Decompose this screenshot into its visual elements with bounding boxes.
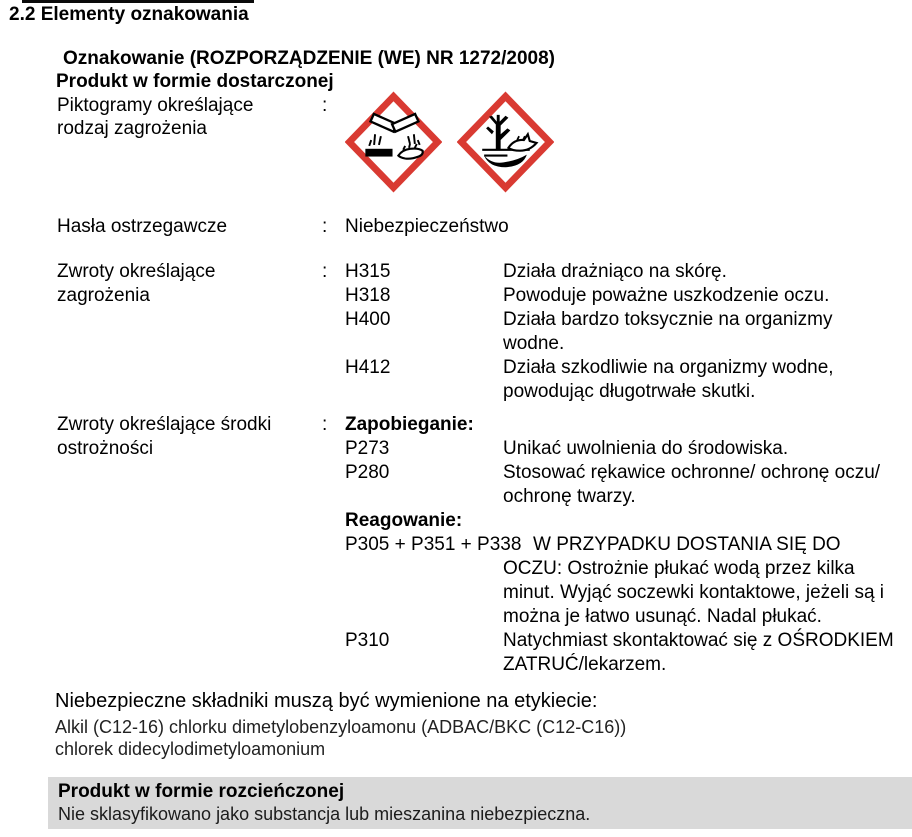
hazard-code: H318	[345, 285, 391, 306]
precaution-code: P280	[345, 462, 390, 483]
pictograms-label	[57, 94, 322, 140]
precaution-label-line1: Zwroty określające środki	[57, 414, 272, 435]
hazardous-components-list	[55, 716, 626, 760]
precaution-text-line: ZATRUĆ/lekarzem.	[503, 654, 667, 675]
prevention-heading: Zapobieganie:	[345, 414, 474, 435]
hazard-text-line: Działa szkodliwie na organizmy wodne,	[503, 357, 834, 378]
ghs09-environment-pictogram-icon	[457, 90, 554, 194]
product-supplied-form-title: Produkt w formie dostarczonej	[56, 71, 334, 92]
precautionary-statements-label	[57, 413, 322, 461]
hazard-label-line1: Zwroty określające	[57, 261, 216, 282]
clipped-previous-line-artifact	[22, 0, 254, 3]
signal-word-row	[57, 215, 905, 239]
hazard-statements-label	[57, 260, 322, 308]
precaution-code: P310	[345, 630, 390, 651]
precaution-text-line: ochronę twarzy.	[503, 486, 636, 507]
hazardous-components-heading: Niebezpieczne składniki muszą być wymienione na etykiecie:	[55, 690, 598, 712]
hazard-statements-block	[57, 260, 905, 404]
hazard-label-line2: zagrożenia	[57, 285, 150, 306]
colon: :	[322, 216, 328, 237]
precaution-row	[345, 437, 905, 461]
precaution-label-line2: ostrożności	[57, 438, 154, 459]
diluted-product-title: Produkt w formie rozcieńczonej	[58, 781, 345, 802]
precaution-text-line: W PRZYPADKU DOSTANIA SIĘ DO	[533, 534, 841, 555]
hazard-code: H412	[345, 357, 391, 378]
hazard-text-line: Powoduje poważne uszkodzenie oczu.	[503, 285, 830, 306]
colon: :	[322, 414, 328, 435]
precaution-text-line: można je łatwo usunąć. Nadal płukać.	[503, 606, 822, 627]
component-item: chlorek didecylodimetyloamonium	[55, 739, 326, 759]
hazard-statements-list	[345, 260, 905, 404]
precautionary-statements-block	[57, 413, 905, 677]
diluted-product-section	[48, 777, 912, 829]
hazard-text-line: wodne.	[503, 333, 565, 354]
precaution-text-line: Unikać uwolnienia do środowiska.	[503, 438, 789, 459]
precaution-text-line: minut. Wyjąć soczewki kontaktowe, jeżeli są i	[503, 582, 885, 603]
colon: :	[322, 261, 328, 282]
hazard-statement-row	[345, 308, 905, 356]
precaution-row	[345, 461, 905, 509]
hazard-text-line: Działa bardzo toksycznie na organizmy	[503, 309, 833, 330]
pictograms-label-line2: rodzaj zagrożenia	[57, 118, 207, 139]
colon: :	[322, 95, 328, 116]
pictograms-row	[57, 94, 905, 194]
signal-word-label: Hasła ostrzegawcze	[57, 216, 228, 237]
precautionary-statements-list	[345, 413, 905, 677]
precaution-row-combined-code	[345, 533, 905, 557]
precaution-code: P305 + P351 + P338	[345, 534, 522, 555]
precaution-text-line: Natychmiast skontaktować się z OŚRODKIEM	[503, 630, 894, 651]
hazard-statement-row	[345, 284, 905, 308]
precaution-code: P273	[345, 438, 390, 459]
precaution-row	[345, 629, 905, 677]
pictograms-label-line1: Piktogramy określające	[57, 95, 254, 116]
precaution-text-line: Stosować rękawice ochronne/ ochronę oczu/	[503, 462, 881, 483]
signal-word-value: Niebezpieczeństwo	[345, 216, 509, 237]
diluted-product-text: Nie sklasyfikowano jako substancja lub mieszanina niebezpieczna.	[58, 804, 591, 824]
hazard-text-line: powodując długotrwałe skutki.	[503, 381, 756, 402]
component-item: Alkil (C12-16) chlorku dimetylobenzyloamonu (ADBAC/BKC (C12-C16))	[55, 717, 627, 737]
hazard-text-line: Działa drażniąco na skórę.	[503, 261, 727, 282]
response-heading: Reagowanie:	[345, 510, 463, 531]
hazardous-components-block	[55, 689, 626, 760]
precaution-text-line: OCZU: Ostrożnie płukać wodą przez kilka	[503, 558, 855, 579]
hazard-code: H400	[345, 309, 391, 330]
hazard-code: H315	[345, 261, 391, 282]
hazard-statement-row	[345, 260, 905, 284]
pictograms-container	[345, 90, 905, 194]
hazard-statement-row	[345, 356, 905, 404]
ghs05-corrosion-pictogram-icon	[345, 90, 442, 194]
section-title: 2.2 Elementy oznakowania	[9, 4, 249, 25]
labeling-regulation-title: Oznakowanie (ROZPORZĄDZENIE (WE) NR 1272/2008)	[63, 48, 555, 69]
